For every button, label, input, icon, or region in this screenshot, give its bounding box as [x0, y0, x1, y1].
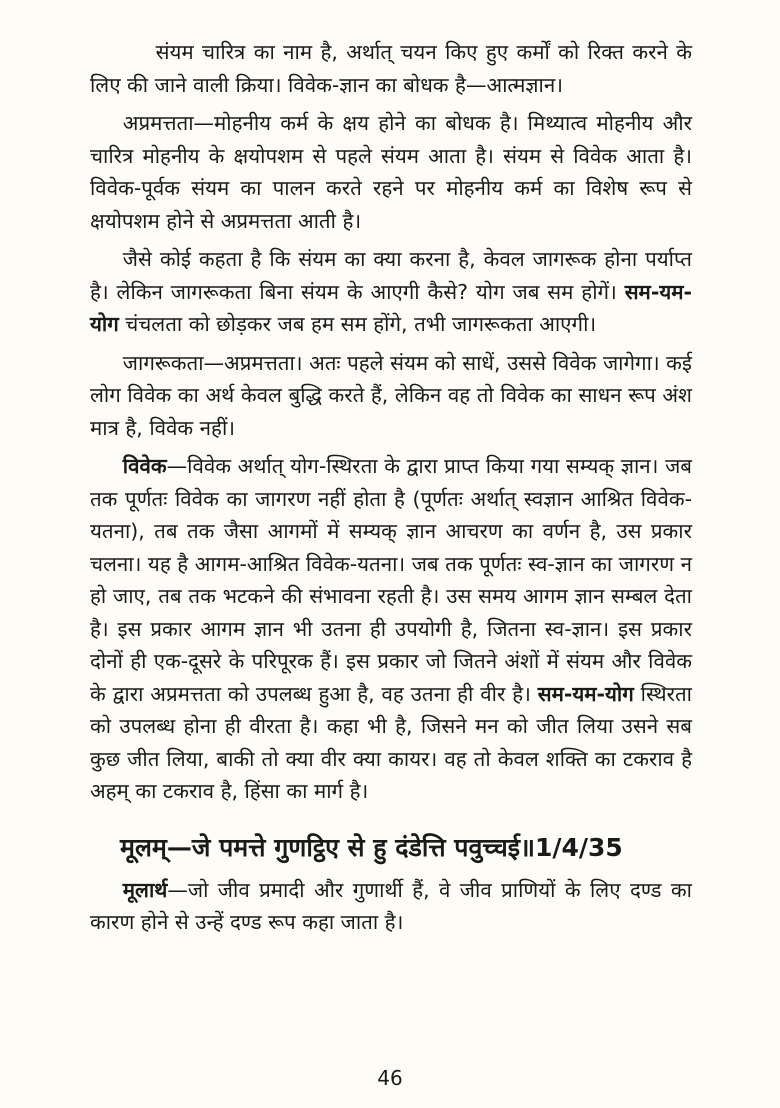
bold-term: सम-यम-योग [537, 681, 634, 706]
text-segment: जैसे कोई कहता है कि संयम का क्या करना है, केवल जागरूक होना पर्याप्त है। लेकिन जागरूकता बिना संयम के आएगी कैसे? योग जब सम होगें। [90, 247, 692, 304]
paragraph-sanyam [90, 36, 692, 101]
paragraph-apramattata [90, 107, 692, 237]
paragraph-jagrukta [90, 243, 692, 341]
page-number: 46 [377, 1066, 403, 1090]
paragraph-moolarth [90, 874, 692, 939]
text-segment: स्थिरता को उपलब्ध होना ही वीरता है। कहा भी है, जिसने मन को जीत लिया उसने सब कुछ जीत लिया, बाकी तो क्या वीर क्या कायर। वह तो केवल शक्ति का टकराव है अहम् का टकराव है, हिंसा का मार्ग है। [90, 681, 692, 803]
sutra-heading: मूलम्—जे पमत्ते गुणट्ठिए से हु दंडेत्ति पवुच्चई॥1/4/35 [120, 832, 623, 862]
meaning-text: —जो जीव प्रमादी और गुणार्थी हैं, वे जीव प्राणियों के लिए दण्ड का कारण होने से उन्हें दण्ड रूप कहा जाता है। [90, 877, 692, 934]
paragraph-sadhna [90, 347, 692, 445]
bold-term: सम-यम-योग [90, 279, 692, 336]
bold-term: विवेक [122, 454, 167, 478]
text-segment: संयम चारित्र का नाम है, अर्थात् चयन किए हुए कर्मों को रिक्त करने के लिए की जाने वाली क्रिया। विवेक-ज्ञान का बोधक है—आत्मज्ञान। [90, 40, 692, 97]
text-segment: जागरूकता—अप्रमत्तता। अतः पहले संयम को साधें, उससे विवेक जागेगा। कई लोग विवेक का अर्थ केवल बुद्धि करते हैं, लेकिन वह तो विवेक का साधन रूप अंश मात्र है, विवेक नहीं। [90, 350, 692, 440]
text-segment: —विवेक अर्थात् योग-स्थिरता के द्वारा प्राप्त किया गया सम्यक् ज्ञान। जब तक पूर्णतः विवेक का जागरण नहीं होता है (पूर्णतः अर्थात् स्वज्ञान आश्रित विवेक-यतना), तब तक जैसा आगमों में सम्यक् ज्ञान आचरण का वर्णन है, उस प्रकार चलना। यह है आगम-आश्रित विवेक-यतना। जब तक पूर्णतः स्व-ज्ञान का जागरण न हो जाए, तब तक भटकने की संभावना रहती है। उस समय आगम ज्ञान सम्बल देता है। इस प्रकार आगम ज्ञान भी उतना ही उपयोगी है, जितना स्व-ज्ञान। इस प्रकार दोनों ही एक-दूसरे के परिपूरक हैं। इस प्रकार जो जितने अंशों में संयम और विवेक के द्वारा अप्रमत्तता को उपलब्ध हुआ है, वह उतना ही वीर है। [90, 454, 692, 706]
text-segment: अप्रमत्तता—मोहनीय कर्म के क्षय होने का बोधक है। मिथ्यात्व मोहनीय और चारित्र मोहनीय के क्षयोपशम से पहले संयम आता है। संयम से विवेक आता है। विवेक-पूर्वक संयम का पालन करते रहने पर मोहनीय कर्म का विशेष रूप से क्षयोपशम होने से अप्रमत्तता आती है। [90, 111, 692, 233]
meaning-label: मूलार्थ [122, 877, 168, 902]
text-segment: चंचलता को छोड़कर जब हम सम होंगे, तभी जागरूकता आएगी। [118, 312, 597, 336]
paragraph-vivek [90, 450, 692, 808]
